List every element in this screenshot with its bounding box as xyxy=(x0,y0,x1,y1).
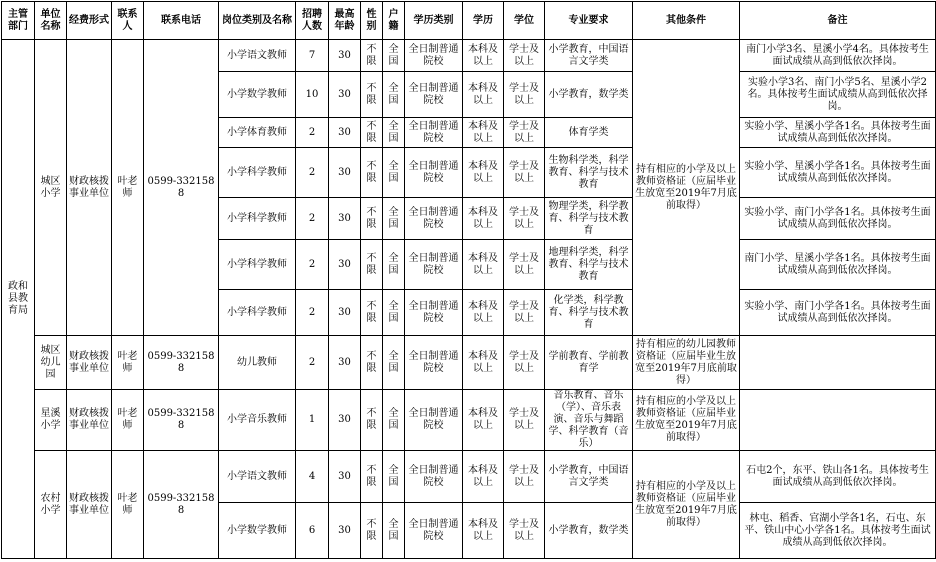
major-cell: 音乐教育、音乐（学）、音乐表演、音乐与舞蹈学、科学教育（音乐） xyxy=(545,390,633,451)
post-cell: 幼儿教师 xyxy=(219,336,296,390)
major-cell: 小学教育，中国语言文学类 xyxy=(545,451,633,503)
age-cell: 30 xyxy=(329,336,361,390)
edutype-cell: 全日制普通院校 xyxy=(405,40,463,72)
note-cell: 实验小学、南门小学各1名。具体按考生面试成绩从高到低依次择岗。 xyxy=(740,198,936,240)
count-cell: 2 xyxy=(296,198,329,240)
note-cell: 林屯、稻香、官湖小学各1名，石屯、东平、铁山中心小学各1名。具体按考生面试成绩从高到低依次择岗。 xyxy=(740,503,936,559)
major-cell: 生物科学类，科学教育、科学与技术教育 xyxy=(545,148,633,198)
edutype-cell: 全日制普通院校 xyxy=(405,503,463,559)
note-cell: 实验小学、星溪小学各1名。具体按考生面试成绩从高到低依次择岗。 xyxy=(740,118,936,148)
huji-cell: 全国 xyxy=(383,240,405,290)
contact-cell: 叶老师 xyxy=(112,336,144,390)
header-huji: 户籍 xyxy=(383,2,405,40)
table-row xyxy=(2,390,936,451)
post-cell: 小学语文教师 xyxy=(219,40,296,72)
contact-cell: 叶老师 xyxy=(112,451,144,559)
count-cell: 2 xyxy=(296,118,329,148)
edu-cell: 本科及以上 xyxy=(463,40,504,72)
major-cell: 学前教育、学前教育学 xyxy=(545,336,633,390)
edu-cell: 本科及以上 xyxy=(463,390,504,451)
edutype-cell: 全日制普通院校 xyxy=(405,290,463,336)
header-funding: 经费形式 xyxy=(67,2,112,40)
note-cell: 石屯2个，东平、铁山各1名。具体按考生面试成绩从高到低依次择岗。 xyxy=(740,451,936,503)
edu-cell: 本科及以上 xyxy=(463,198,504,240)
header-degree: 学位 xyxy=(504,2,545,40)
huji-cell: 全国 xyxy=(383,290,405,336)
degree-cell: 学士及以上 xyxy=(504,390,545,451)
major-cell: 小学教育，中国语言文学类 xyxy=(545,40,633,72)
header-dept: 主管部门 xyxy=(2,2,35,40)
huji-cell: 全国 xyxy=(383,198,405,240)
phone-cell: 0599-3321588 xyxy=(144,390,219,451)
funding-cell: 财政核拨事业单位 xyxy=(67,336,112,390)
age-cell: 30 xyxy=(329,390,361,451)
post-cell: 小学科学教师 xyxy=(219,240,296,290)
edutype-cell: 全日制普通院校 xyxy=(405,390,463,451)
major-cell: 小学教育，数学类 xyxy=(545,72,633,118)
edutype-cell: 全日制普通院校 xyxy=(405,72,463,118)
edu-cell: 本科及以上 xyxy=(463,290,504,336)
contact-cell: 叶老师 xyxy=(112,390,144,451)
count-cell: 2 xyxy=(296,336,329,390)
table-row xyxy=(2,336,936,390)
note-cell: 南门小学3名、星溪小学4名。具体按考生面试成绩从高到低依次择岗。 xyxy=(740,40,936,72)
degree-cell: 学士及以上 xyxy=(504,148,545,198)
note-cell: 实验小学、南门小学各1名。具体按考生面试成绩从高到低依次择岗。 xyxy=(740,290,936,336)
age-cell: 30 xyxy=(329,40,361,72)
note-cell xyxy=(740,336,936,390)
header-row xyxy=(2,2,936,40)
huji-cell: 全国 xyxy=(383,148,405,198)
gender-cell: 不限 xyxy=(361,40,383,72)
header-edu: 学历 xyxy=(463,2,504,40)
other-cell: 持有相应的幼儿园教师资格证（应届毕业生放宽至2019年7月底前取得） xyxy=(633,336,740,390)
header-gender: 性别 xyxy=(361,2,383,40)
count-cell: 2 xyxy=(296,240,329,290)
note-cell xyxy=(740,390,936,451)
edutype-cell: 全日制普通院校 xyxy=(405,336,463,390)
edu-cell: 本科及以上 xyxy=(463,72,504,118)
edu-cell: 本科及以上 xyxy=(463,451,504,503)
table-row xyxy=(2,40,936,72)
gender-cell: 不限 xyxy=(361,118,383,148)
degree-cell: 学士及以上 xyxy=(504,336,545,390)
huji-cell: 全国 xyxy=(383,40,405,72)
post-cell: 小学数学教师 xyxy=(219,503,296,559)
header-post: 岗位类别及名称 xyxy=(219,2,296,40)
gender-cell: 不限 xyxy=(361,72,383,118)
note-cell: 实验小学3名、南门小学5名、星溪小学2名。具体按考生面试成绩从高到低依次择岗。 xyxy=(740,72,936,118)
dept-cell: 政和县教育局 xyxy=(2,40,35,559)
age-cell: 30 xyxy=(329,118,361,148)
post-cell: 小学数学教师 xyxy=(219,72,296,118)
degree-cell: 学士及以上 xyxy=(504,40,545,72)
gender-cell: 不限 xyxy=(361,336,383,390)
degree-cell: 学士及以上 xyxy=(504,451,545,503)
count-cell: 4 xyxy=(296,451,329,503)
age-cell: 30 xyxy=(329,503,361,559)
edutype-cell: 全日制普通院校 xyxy=(405,198,463,240)
edu-cell: 本科及以上 xyxy=(463,118,504,148)
count-cell: 6 xyxy=(296,503,329,559)
age-cell: 30 xyxy=(329,240,361,290)
gender-cell: 不限 xyxy=(361,451,383,503)
count-cell: 7 xyxy=(296,40,329,72)
count-cell: 2 xyxy=(296,290,329,336)
age-cell: 30 xyxy=(329,198,361,240)
gender-cell: 不限 xyxy=(361,290,383,336)
post-cell: 小学科学教师 xyxy=(219,148,296,198)
header-count: 招聘人数 xyxy=(296,2,329,40)
edu-cell: 本科及以上 xyxy=(463,240,504,290)
gender-cell: 不限 xyxy=(361,390,383,451)
huji-cell: 全国 xyxy=(383,451,405,503)
huji-cell: 全国 xyxy=(383,336,405,390)
other-cell: 持有相应的小学及以上教师资格证（应届毕业生放宽至2019年7月底前取得） xyxy=(633,451,740,559)
age-cell: 30 xyxy=(329,451,361,503)
count-cell: 10 xyxy=(296,72,329,118)
degree-cell: 学士及以上 xyxy=(504,72,545,118)
gender-cell: 不限 xyxy=(361,148,383,198)
post-cell: 小学体育教师 xyxy=(219,118,296,148)
post-cell: 小学语文教师 xyxy=(219,451,296,503)
major-cell: 化学类，科学教育、科学与技术教育 xyxy=(545,290,633,336)
edutype-cell: 全日制普通院校 xyxy=(405,240,463,290)
other-cell: 持有相应的小学及以上教师资格证（应届毕业生放宽至2019年7月底前取得） xyxy=(633,40,740,336)
note-cell: 实验小学、星溪小学各1名。具体按考生面试成绩从高到低依次择岗。 xyxy=(740,148,936,198)
major-cell: 物理学类，科学教育、科学与技术教育 xyxy=(545,198,633,240)
age-cell: 30 xyxy=(329,290,361,336)
note-cell: 南门小学、星溪小学各1名。具体按考生面试成绩从高到低依次择岗。 xyxy=(740,240,936,290)
table-row xyxy=(2,451,936,503)
count-cell: 1 xyxy=(296,390,329,451)
header-other: 其他条件 xyxy=(633,2,740,40)
edu-cell: 本科及以上 xyxy=(463,336,504,390)
age-cell: 30 xyxy=(329,72,361,118)
gender-cell: 不限 xyxy=(361,503,383,559)
other-cell: 持有相应的小学及以上教师资格证（应届毕业生放宽至2019年7月底前取得） xyxy=(633,390,740,451)
degree-cell: 学士及以上 xyxy=(504,198,545,240)
huji-cell: 全国 xyxy=(383,390,405,451)
edutype-cell: 全日制普通院校 xyxy=(405,451,463,503)
header-unit: 单位名称 xyxy=(35,2,67,40)
funding-cell: 财政核拨事业单位 xyxy=(67,40,112,336)
count-cell: 2 xyxy=(296,148,329,198)
edutype-cell: 全日制普通院校 xyxy=(405,148,463,198)
degree-cell: 学士及以上 xyxy=(504,118,545,148)
edutype-cell: 全日制普通院校 xyxy=(405,118,463,148)
funding-cell: 财政核拨事业单位 xyxy=(67,451,112,559)
major-cell: 体育学类 xyxy=(545,118,633,148)
phone-cell: 0599-3321588 xyxy=(144,451,219,559)
degree-cell: 学士及以上 xyxy=(504,240,545,290)
huji-cell: 全国 xyxy=(383,503,405,559)
gender-cell: 不限 xyxy=(361,240,383,290)
header-phone: 联系电话 xyxy=(144,2,219,40)
header-major: 专业要求 xyxy=(545,2,633,40)
unit-cell: 城区幼儿园 xyxy=(35,336,67,390)
age-cell: 30 xyxy=(329,148,361,198)
huji-cell: 全国 xyxy=(383,72,405,118)
degree-cell: 学士及以上 xyxy=(504,290,545,336)
unit-cell: 农村小学 xyxy=(35,451,67,559)
post-cell: 小学音乐教师 xyxy=(219,390,296,451)
header-contact: 联系人 xyxy=(112,2,144,40)
gender-cell: 不限 xyxy=(361,198,383,240)
contact-cell: 叶老师 xyxy=(112,40,144,336)
header-note: 备注 xyxy=(740,2,936,40)
degree-cell: 学士及以上 xyxy=(504,503,545,559)
post-cell: 小学科学教师 xyxy=(219,198,296,240)
edu-cell: 本科及以上 xyxy=(463,148,504,198)
phone-cell: 0599-3321588 xyxy=(144,336,219,390)
recruitment-table xyxy=(1,1,936,559)
funding-cell: 财政核拨事业单位 xyxy=(67,390,112,451)
post-cell: 小学科学教师 xyxy=(219,290,296,336)
edu-cell: 本科及以上 xyxy=(463,503,504,559)
phone-cell: 0599-3321588 xyxy=(144,40,219,336)
huji-cell: 全国 xyxy=(383,118,405,148)
header-age: 最高年龄 xyxy=(329,2,361,40)
header-edutype: 学历类别 xyxy=(405,2,463,40)
major-cell: 小学教育，数学类 xyxy=(545,503,633,559)
unit-cell: 城区小学 xyxy=(35,40,67,336)
major-cell: 地理科学类，科学教育、科学与技术教育 xyxy=(545,240,633,290)
unit-cell: 星溪小学 xyxy=(35,390,67,451)
